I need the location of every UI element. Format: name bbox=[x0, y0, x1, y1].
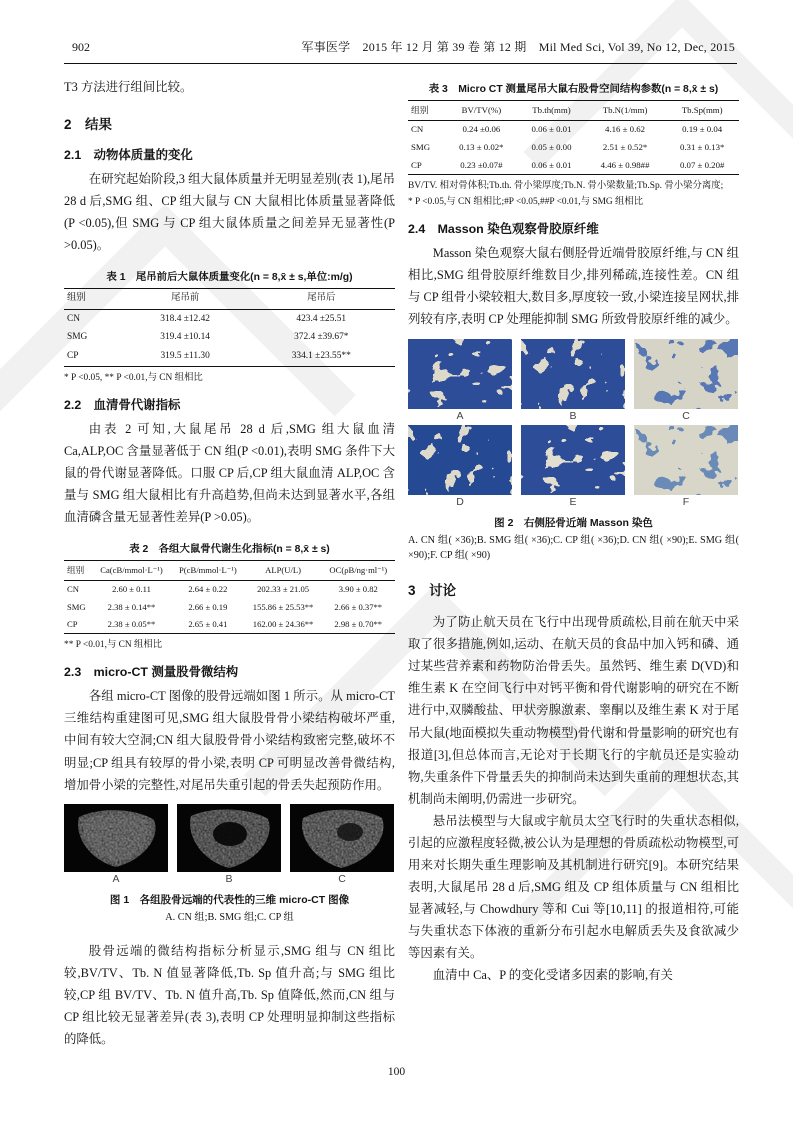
table-1 bbox=[64, 268, 395, 385]
table-header-row bbox=[408, 101, 739, 121]
table-cell: SMG bbox=[411, 142, 431, 152]
table-cell: CN bbox=[411, 124, 424, 135]
figure-1-caption: 图 1 各组股骨远端的代表性的三维 micro-CT 图像 bbox=[109, 893, 350, 906]
table-header-cell: 尾吊后 bbox=[248, 289, 395, 310]
table-cell: 2.98 ± 0.70** bbox=[334, 619, 383, 630]
figure-2-legend: A. CN 组( ×36);B. SMG 组( ×36);C. CP 组( ×36);D. CN 组( ×90);E. SMG 组( ×90);F. CP 组( ×90) bbox=[408, 534, 739, 562]
section-2-3-paragraph-2: 股骨远端的微结构指标分析显示,SMG 组与 CN 组比较,BV/TV、Tb. N 值显著降低,Tb. Sp 值升高;与 SMG 组比较,CP 组 BV/TV、Tb. N 值升高,Tb. Sp 值降低,然而,CN 组与 CP 组比较无显著差异(表 3),表明 CP 处理明显抑制这些指标的降低。 bbox=[64, 943, 395, 1046]
header-rule bbox=[64, 63, 737, 64]
table-cell: 2.38 ± 0.05** bbox=[107, 619, 156, 630]
table-row bbox=[408, 139, 739, 157]
table-cell: 3.90 ± 0.82 bbox=[338, 584, 378, 595]
discussion-paragraph-3: 血清中 Ca、P 的变化受诸多因素的影响,有关 bbox=[432, 968, 673, 983]
section-2-4-paragraph: Masson 染色观察大鼠右侧胫骨近端骨胶原纤维,与 CN 组相比,SMG 组骨胶原纤维数目少,排列稀疏,连接性差。CN 组与 CP 组骨小梁较粗大,数目多,厚度较一致,小梁连接呈网状,排列较有序,表明 CP 处理能抑制 SMG 所致骨胶原纤维的减少。 bbox=[408, 246, 739, 327]
table-cell: 0.06 ± 0.01 bbox=[531, 124, 572, 135]
masson-image-a bbox=[408, 339, 512, 409]
right-column bbox=[408, 76, 739, 1050]
table-cell: 2.66 ± 0.37** bbox=[334, 601, 383, 612]
discussion-paragraph-2: 悬吊法模型与大鼠或宇航员太空飞行时的失重状态相似,引起的应激程度轻微,被公认为是理想的骨质疏松动物模型,可用来对长期失重生理影响及其机制进行研究[9]。本研究结果表明,大鼠尾吊 28 d 后,SMG 组及 CP 组体质量与 CN 组相比显著减轻,与 Chowdhury 等和 Cui 等[10,11] 的报道相符,可能与失重状态下体液的重新分布引起水电解质丢失及食欲减少等因素有关。 bbox=[408, 813, 739, 961]
left-column bbox=[64, 76, 395, 1050]
table-3-title: 表 3 Micro CT 测量尾吊大鼠右股骨空间结构参数(n = 8,x̄ ± s) bbox=[428, 84, 719, 95]
panel-label: C bbox=[682, 409, 690, 422]
figure-1 bbox=[64, 804, 395, 926]
section-2-heading: 2 结果 bbox=[64, 117, 113, 133]
table-cell: 0.13 ± 0.02* bbox=[459, 142, 504, 152]
table-header-cell: 组别 bbox=[64, 561, 92, 580]
panel-label: A bbox=[112, 872, 120, 885]
discussion-paragraph-1: 为了防止航天员在飞行中出现骨质疏松,目前在航天中采取了很多措施,例如,运动、在航天员的食品中加入钙和磷、通过某些营养素和药物防治骨丢失。虽然钙、维生素 D(VD)和维生素 K 在空间飞行中对钙平衡和骨代谢影响的研究在不断进行中,双膦酸盐、甲状旁腺激素、睾酮以及维生素 K 对于尾吊大鼠(地面模拟失重动物模型)骨代谢和骨量影响的研究也有报道[3],但总体而言,无论对于长期飞行的宇航员还是实验动物,失重条件下骨量丢失的抑制尚未达到失重前的理想状态,其机制尚未阐明,仍需进一步研究。 bbox=[408, 615, 739, 806]
panel-label: C bbox=[338, 872, 346, 885]
table-3 bbox=[408, 80, 739, 209]
micro-ct-image-c bbox=[290, 804, 394, 872]
section-2-3-heading: 2.3 micro-CT 测量股骨微结构 bbox=[64, 665, 239, 680]
table-cell: CN bbox=[67, 584, 79, 595]
figure-2-row-1-labels bbox=[408, 410, 739, 422]
table-row bbox=[64, 580, 395, 598]
table-cell: 0.31 ± 0.13* bbox=[679, 142, 725, 152]
table-cell: CN bbox=[67, 313, 81, 324]
section-2-2-heading: 2.2 血清骨代谢指标 bbox=[64, 398, 181, 412]
table-row bbox=[64, 347, 395, 366]
journal-info: 军事医学 2015 年 12 月 第 39 卷 第 12 期 Mil Med Sci, Vol 39, No 12, Dec, 2015 bbox=[301, 40, 735, 54]
table-cell: SMG bbox=[67, 601, 86, 612]
table-row bbox=[64, 310, 395, 329]
table-row bbox=[64, 329, 395, 348]
table-cell: CP bbox=[67, 619, 78, 630]
figure-2 bbox=[408, 339, 739, 565]
table-2 bbox=[64, 540, 395, 652]
table-header-cell: P(cB/mmol·L⁻¹) bbox=[171, 561, 244, 580]
table-cell: 318.4 ±12.42 bbox=[160, 313, 210, 324]
table-1-footnote: * P <0.05, ** P <0.01,与 CN 组相比 bbox=[64, 372, 203, 383]
table-cell: 202.33 ± 21.05 bbox=[257, 584, 310, 595]
table-header-cell: 尾吊前 bbox=[123, 289, 248, 310]
panel-label: B bbox=[569, 409, 577, 422]
table-cell: 155.86 ± 25.53** bbox=[252, 601, 314, 612]
table-header-cell: Tb.th(mm) bbox=[518, 101, 585, 121]
section-2-3-paragraph: 各组 micro-CT 图像的股骨远端如图 1 所示。从 micro-CT 三维结构重建图可见,SMG 组大鼠股骨骨小梁结构破坏严重,中间有较大空洞;CN 组大鼠股骨骨小梁结构致密完整,破坏不明显;CP 组具有较厚的骨小梁,表明 CP 可明显改善骨微结构,增加骨小梁的完整性,对尾吊失重引起的骨丢失起预防作用。 bbox=[64, 689, 395, 792]
micro-ct-image-b bbox=[177, 804, 281, 872]
table-cell: 334.1 ±23.55** bbox=[291, 350, 351, 361]
table-row bbox=[64, 598, 395, 615]
figure-1-legend: A. CN 组;B. SMG 组;C. CP 组 bbox=[165, 911, 294, 923]
table-cell: 2.60 ± 0.11 bbox=[112, 584, 151, 595]
table-header-cell: Tb.Sp(mm) bbox=[665, 101, 739, 121]
table-header-cell: Ca(cB/mmol·L⁻¹) bbox=[92, 561, 171, 580]
table-2-footnote: ** P <0.01,与 CN 组相比 bbox=[64, 640, 163, 651]
section-3-heading: 3 讨论 bbox=[408, 583, 457, 599]
table-cell: 162.00 ± 24.36** bbox=[252, 619, 314, 630]
table-cell: 4.46 ± 0.98## bbox=[600, 159, 650, 170]
panel-label: F bbox=[682, 495, 690, 508]
table-header-row bbox=[64, 561, 395, 580]
table-header-cell: ALP(U/L) bbox=[245, 561, 322, 580]
table-header-cell: 组别 bbox=[408, 101, 445, 121]
table-cell: 2.64 ± 0.22 bbox=[188, 584, 228, 595]
two-column-body bbox=[64, 76, 739, 1050]
figure-1-panel-labels bbox=[64, 873, 395, 885]
table-cell: 319.5 ±11.30 bbox=[160, 350, 210, 361]
section-2-2-paragraph: 由表 2 可知,大鼠尾吊 28 d 后,SMG 组大鼠血清 Ca,ALP,OC 含量显著低于 CN 组(P <0.01),表明 SMG 条件下大鼠的骨代谢显著降低。口服 CP 后,CP 组大鼠血清 ALP,OC 含量与 SMG 组大鼠相比有升高趋势,但尚未达到显著水平,各组血清磷含量无显著性差异(P >0.05)。 bbox=[64, 422, 395, 525]
footer-page-number: 100 bbox=[387, 1066, 406, 1078]
table-cell: 2.65 ± 0.41 bbox=[188, 619, 228, 630]
table-cell: 0.19 ± 0.04 bbox=[682, 124, 723, 135]
panel-label: A bbox=[456, 409, 464, 422]
table-header-cell: 组别 bbox=[64, 289, 123, 310]
table-cell: 0.05 ± 0.00 bbox=[531, 142, 572, 152]
table-cell: 0.24 ±0.06 bbox=[462, 124, 501, 135]
section-2-4-heading: 2.4 Masson 染色观察骨胶原纤维 bbox=[408, 222, 599, 237]
panel-label: D bbox=[456, 495, 464, 508]
table-cell: CP bbox=[67, 350, 79, 361]
table-3-footnote-1: BV/TV. 相对骨体积;Tb.th. 骨小梁厚度;Tb.N. 骨小梁数量;Tb.Sp. 骨小梁分离度; bbox=[408, 181, 724, 191]
masson-image-e bbox=[521, 425, 625, 495]
table-header-row bbox=[64, 289, 395, 310]
figure-2-row-2-labels bbox=[408, 496, 739, 508]
table-cell: 2.66 ± 0.19 bbox=[188, 601, 228, 612]
panel-label: B bbox=[225, 872, 233, 885]
table-row bbox=[408, 156, 739, 174]
table-cell: SMG bbox=[67, 332, 88, 343]
table-cell: 0.23 ±0.07# bbox=[460, 159, 503, 170]
table-cell: 372.4 ±39.67* bbox=[294, 332, 349, 343]
table-header-cell: OC(ρB/ng·ml⁻¹) bbox=[322, 561, 395, 580]
table-header-cell: Tb.N(1/mm) bbox=[585, 101, 666, 121]
table-cell: 2.38 ± 0.14** bbox=[107, 601, 156, 612]
masson-image-c bbox=[634, 339, 738, 409]
table-row bbox=[408, 120, 739, 138]
masson-image-d bbox=[408, 425, 512, 495]
table-cell: 4.16 ± 0.62 bbox=[605, 124, 646, 135]
table-cell: 319.4 ±10.14 bbox=[160, 332, 210, 343]
table-cell: 0.07 ± 0.20# bbox=[679, 159, 725, 170]
section-2-1-paragraph: 在研究起始阶段,3 组大鼠体质量并无明显差别(表 1),尾吊 28 d 后,SMG 组、CP 组大鼠与 CN 大鼠相比体质量显著降低(P <0.05),但 SMG 与 CP 组大鼠体质量之间差异无显著性(P >0.05)。 bbox=[64, 172, 395, 253]
table-cell: 423.4 ±25.51 bbox=[296, 313, 347, 324]
table-row bbox=[64, 616, 395, 634]
table-cell: 0.06 ± 0.01 bbox=[531, 159, 572, 170]
table-3-footnote-2: * P <0.05,与 CN 组相比;#P <0.05,##P <0.01,与 SMG 组相比 bbox=[408, 197, 644, 208]
table-cell: CP bbox=[411, 159, 422, 170]
masson-image-f bbox=[634, 425, 738, 495]
micro-ct-image-a bbox=[64, 804, 168, 872]
carryover-line: T3 方法进行组间比较。 bbox=[64, 80, 193, 94]
table-1-title: 表 1 尾吊前后大鼠体质量变化(n = 8,x̄ ± s,单位:m/g) bbox=[106, 272, 353, 284]
header-page-number: 902 bbox=[72, 40, 90, 54]
panel-label: E bbox=[569, 495, 577, 508]
table-header-cell: BV/TV(%) bbox=[445, 101, 519, 121]
page-header bbox=[72, 38, 735, 55]
table-2-title: 表 2 各组大鼠骨代谢生化指标(n = 8,x̄ ± s) bbox=[129, 544, 330, 556]
masson-image-b bbox=[521, 339, 625, 409]
figure-2-caption: 图 2 右侧胫骨近端 Masson 染色 bbox=[494, 516, 653, 529]
table-cell: 2.51 ± 0.52* bbox=[602, 142, 648, 152]
section-2-1-heading: 2.1 动物体质量的变化 bbox=[64, 148, 193, 163]
